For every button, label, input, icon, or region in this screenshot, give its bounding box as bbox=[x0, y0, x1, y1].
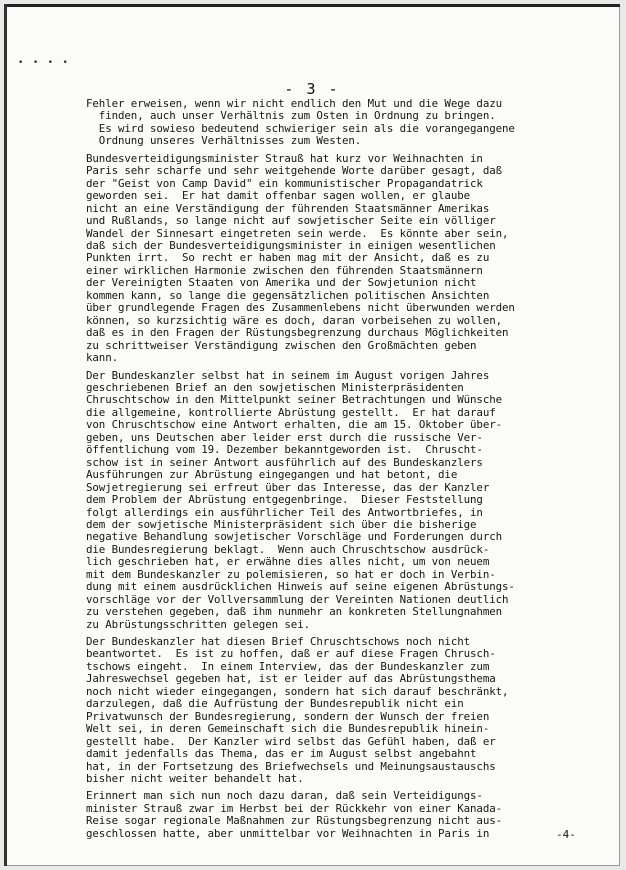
text-line: Ordnung unseres Verhältnisses zum Westen. bbox=[86, 134, 362, 148]
text-line: dem der sowjetische Ministerpräsident sich über die bisherige bbox=[86, 517, 477, 531]
document-page bbox=[4, 4, 620, 866]
text-line: minister Strauß zwar im Herbst bei der Rückkehr von einer Kanada- bbox=[86, 801, 503, 815]
text-line: nicht an eine Verständigung der führenden Staatsmänner Amerikas bbox=[86, 201, 490, 215]
text-line: können, so kurzsichtig wäre es doch, daran vorbeisehen zu wollen, bbox=[86, 313, 503, 327]
text-line: schow ist in seiner Antwort ausführlich auf des Bundeskanzlers bbox=[86, 455, 483, 469]
text-line: einer wirklichen Harmonie zwischen den führenden Staatsmännern bbox=[86, 263, 483, 277]
text-line: folgt allerdings ein ausführlicher Teil des Antwortbriefes, in bbox=[86, 505, 483, 519]
text-line: Es wird sowieso bedeutend schwieriger sein als die vorangegangene bbox=[86, 121, 515, 135]
text-line: darzulegen, daß die Aufrüstung der Bundesrepublik nicht ein bbox=[86, 697, 464, 711]
paragraph bbox=[86, 153, 598, 365]
text-line: mit dem Bundeskanzler zu polemisieren, so hat er doch in Verbin- bbox=[86, 567, 496, 581]
next-page-marker: -4- bbox=[556, 828, 576, 841]
text-line: die Bundesregierung beklagt. Wenn auch Chruschtschow ausdrück- bbox=[86, 542, 490, 556]
text-line: Privatwunsch der Bundesregierung, sondern der Wunsch der freien bbox=[86, 709, 490, 723]
text-line: geworden sei. Er hat damit offenbar sagen wollen, er glaube bbox=[86, 189, 471, 203]
text-line: zu verstehen gegeben, daß ihm nunmehr an konkreten Stellungnahmen bbox=[86, 605, 503, 619]
text-line: geschlossen hatte, aber unmittelbar vor Weihnachten in Paris in bbox=[86, 826, 490, 840]
text-line: Erinnert man sich nun noch dazu daran, daß sein Verteidigungs- bbox=[86, 789, 483, 803]
text-line: zu schrittweiser Verständigung zwischen den Großmächten geben bbox=[86, 338, 477, 352]
page-number: - 3 - bbox=[284, 80, 340, 98]
scan-border-top bbox=[4, 4, 620, 7]
text-line: noch nicht wieder eingegangen, sondern hat sich darauf beschränkt, bbox=[86, 684, 509, 698]
text-line: damit jedenfalls das Thema, das er im August selbst angebahnt bbox=[86, 747, 477, 761]
text-line: über grundlegende Fragen des Zusammenlebens nicht überwunden werden bbox=[86, 301, 515, 315]
text-line: der Vereinigten Staaten von Amerika und der Sowjetunion nicht bbox=[86, 276, 477, 290]
text-line: öffentlichung vom 19. Dezember bekanntgeworden ist. Chruscht- bbox=[86, 443, 483, 457]
text-line: vorschläge vor der Vollversammlung der Vereinten Nationen deutlich bbox=[86, 592, 509, 606]
text-line: gestellt habe. Der Kanzler wird selbst das Gefühl haben, daß er bbox=[86, 734, 496, 748]
paragraph bbox=[86, 790, 598, 840]
body-text bbox=[86, 98, 598, 845]
text-line: von Chruschtschow eine Antwort erhalten, die am 15. Oktober über- bbox=[86, 418, 503, 432]
text-line: tschows eingeht. In einem Interview, das der Bundeskanzler zum bbox=[86, 659, 490, 673]
text-line: hat, in der Fortsetzung des Briefwechsels und Meinungsaustauschs bbox=[86, 759, 496, 773]
text-line: der "Geist von Camp David" ein kommunistischer Propagandatrick bbox=[86, 176, 483, 190]
text-line: Fehler erweisen, wenn wir nicht endlich den Mut und die Wege dazu bbox=[86, 97, 503, 110]
text-line: und Rußlands, so lange nicht auf sowjetischer Seite ein völliger bbox=[86, 214, 496, 228]
text-line: Welt sei, in deren Gemeinschaft sich die Bundesrepublik hinein- bbox=[86, 722, 490, 736]
margin-mark: • • • • bbox=[18, 58, 70, 68]
text-line: lich geschrieben hat, er erwähne dies alles nicht, um von neuem bbox=[86, 555, 490, 569]
text-line: Sowjetregierung sei erfreut über das Interesse, das der Kanzler bbox=[86, 480, 490, 494]
text-line: Paris sehr scharfe und sehr weitgehende Worte darüber gesagt, daß bbox=[86, 164, 503, 178]
text-line: dung mit einem ausdrücklichen Hinweis auf seine eigenen Abrüstungs- bbox=[86, 580, 515, 594]
scan-border-left bbox=[4, 4, 7, 866]
text-line: Ausführungen zur Abrüstung eingegangen und hat betont, die bbox=[86, 468, 458, 482]
text-line: Wandel der Sinnesart eingetreten sein werde. Es könnte aber sein, bbox=[86, 226, 509, 240]
text-line: zu Abrüstungsschritten gelegen sei. bbox=[86, 617, 311, 631]
text-line: die allgemeine, kontrollierte Abrüstung gestellt. Er hat darauf bbox=[86, 405, 496, 419]
text-line: Punkten irrt. So recht er haben mag mit der Ansicht, daß es zu bbox=[86, 251, 490, 265]
text-line: kann. bbox=[86, 351, 119, 365]
text-line: daß sich der Bundesverteidigungsminister in einigen wesentlichen bbox=[86, 238, 496, 252]
text-line: daß es in den Fragen der Rüstungsbegrenzung durchaus Möglichkeiten bbox=[86, 326, 509, 340]
text-line: dem Problem der Abrüstung entgegenbringe. Dieser Feststellung bbox=[86, 493, 483, 507]
text-line: Der Bundeskanzler hat diesen Brief Chruschtschows noch nicht bbox=[86, 635, 471, 649]
text-line: geben, uns Deutschen aber leider erst durch die russische Ver- bbox=[86, 430, 483, 444]
paragraph bbox=[86, 98, 598, 148]
text-line: negative Behandlung sowjetischer Vorschläge und Forderungen durch bbox=[86, 530, 503, 544]
text-line: Jahreswechsel gegeben hat, ist er leider auf das Abrüstungsthema bbox=[86, 672, 496, 686]
paragraph bbox=[86, 370, 598, 632]
paragraph bbox=[86, 636, 598, 785]
text-line: beantwortet. Es ist zu hoffen, daß er auf diese Fragen Chrusch- bbox=[86, 647, 496, 661]
text-line: bisher nicht weiter behandelt hat. bbox=[86, 772, 304, 786]
text-line: Der Bundeskanzler selbst hat in seinem im August vorigen Jahres bbox=[86, 368, 490, 382]
text-line: geschriebenen Brief an den sowjetischen Ministerpräsidenten bbox=[86, 380, 464, 394]
text-line: Bundesverteidigungsminister Strauß hat kurz vor Weihnachten in bbox=[86, 151, 483, 165]
text-line: Chruschtschow in den Mittelpunkt seiner Betrachtungen und Wünsche bbox=[86, 393, 503, 407]
text-line: finden, auch unser Verhältnis zum Osten in Ordnung zu bringen. bbox=[86, 109, 496, 123]
text-line: kommen kann, so lange die gegensätzlichen politischen Ansichten bbox=[86, 288, 490, 302]
text-line: Reise sogar regionale Maßnahmen zur Rüstungsbegrenzung nicht aus- bbox=[86, 814, 503, 828]
